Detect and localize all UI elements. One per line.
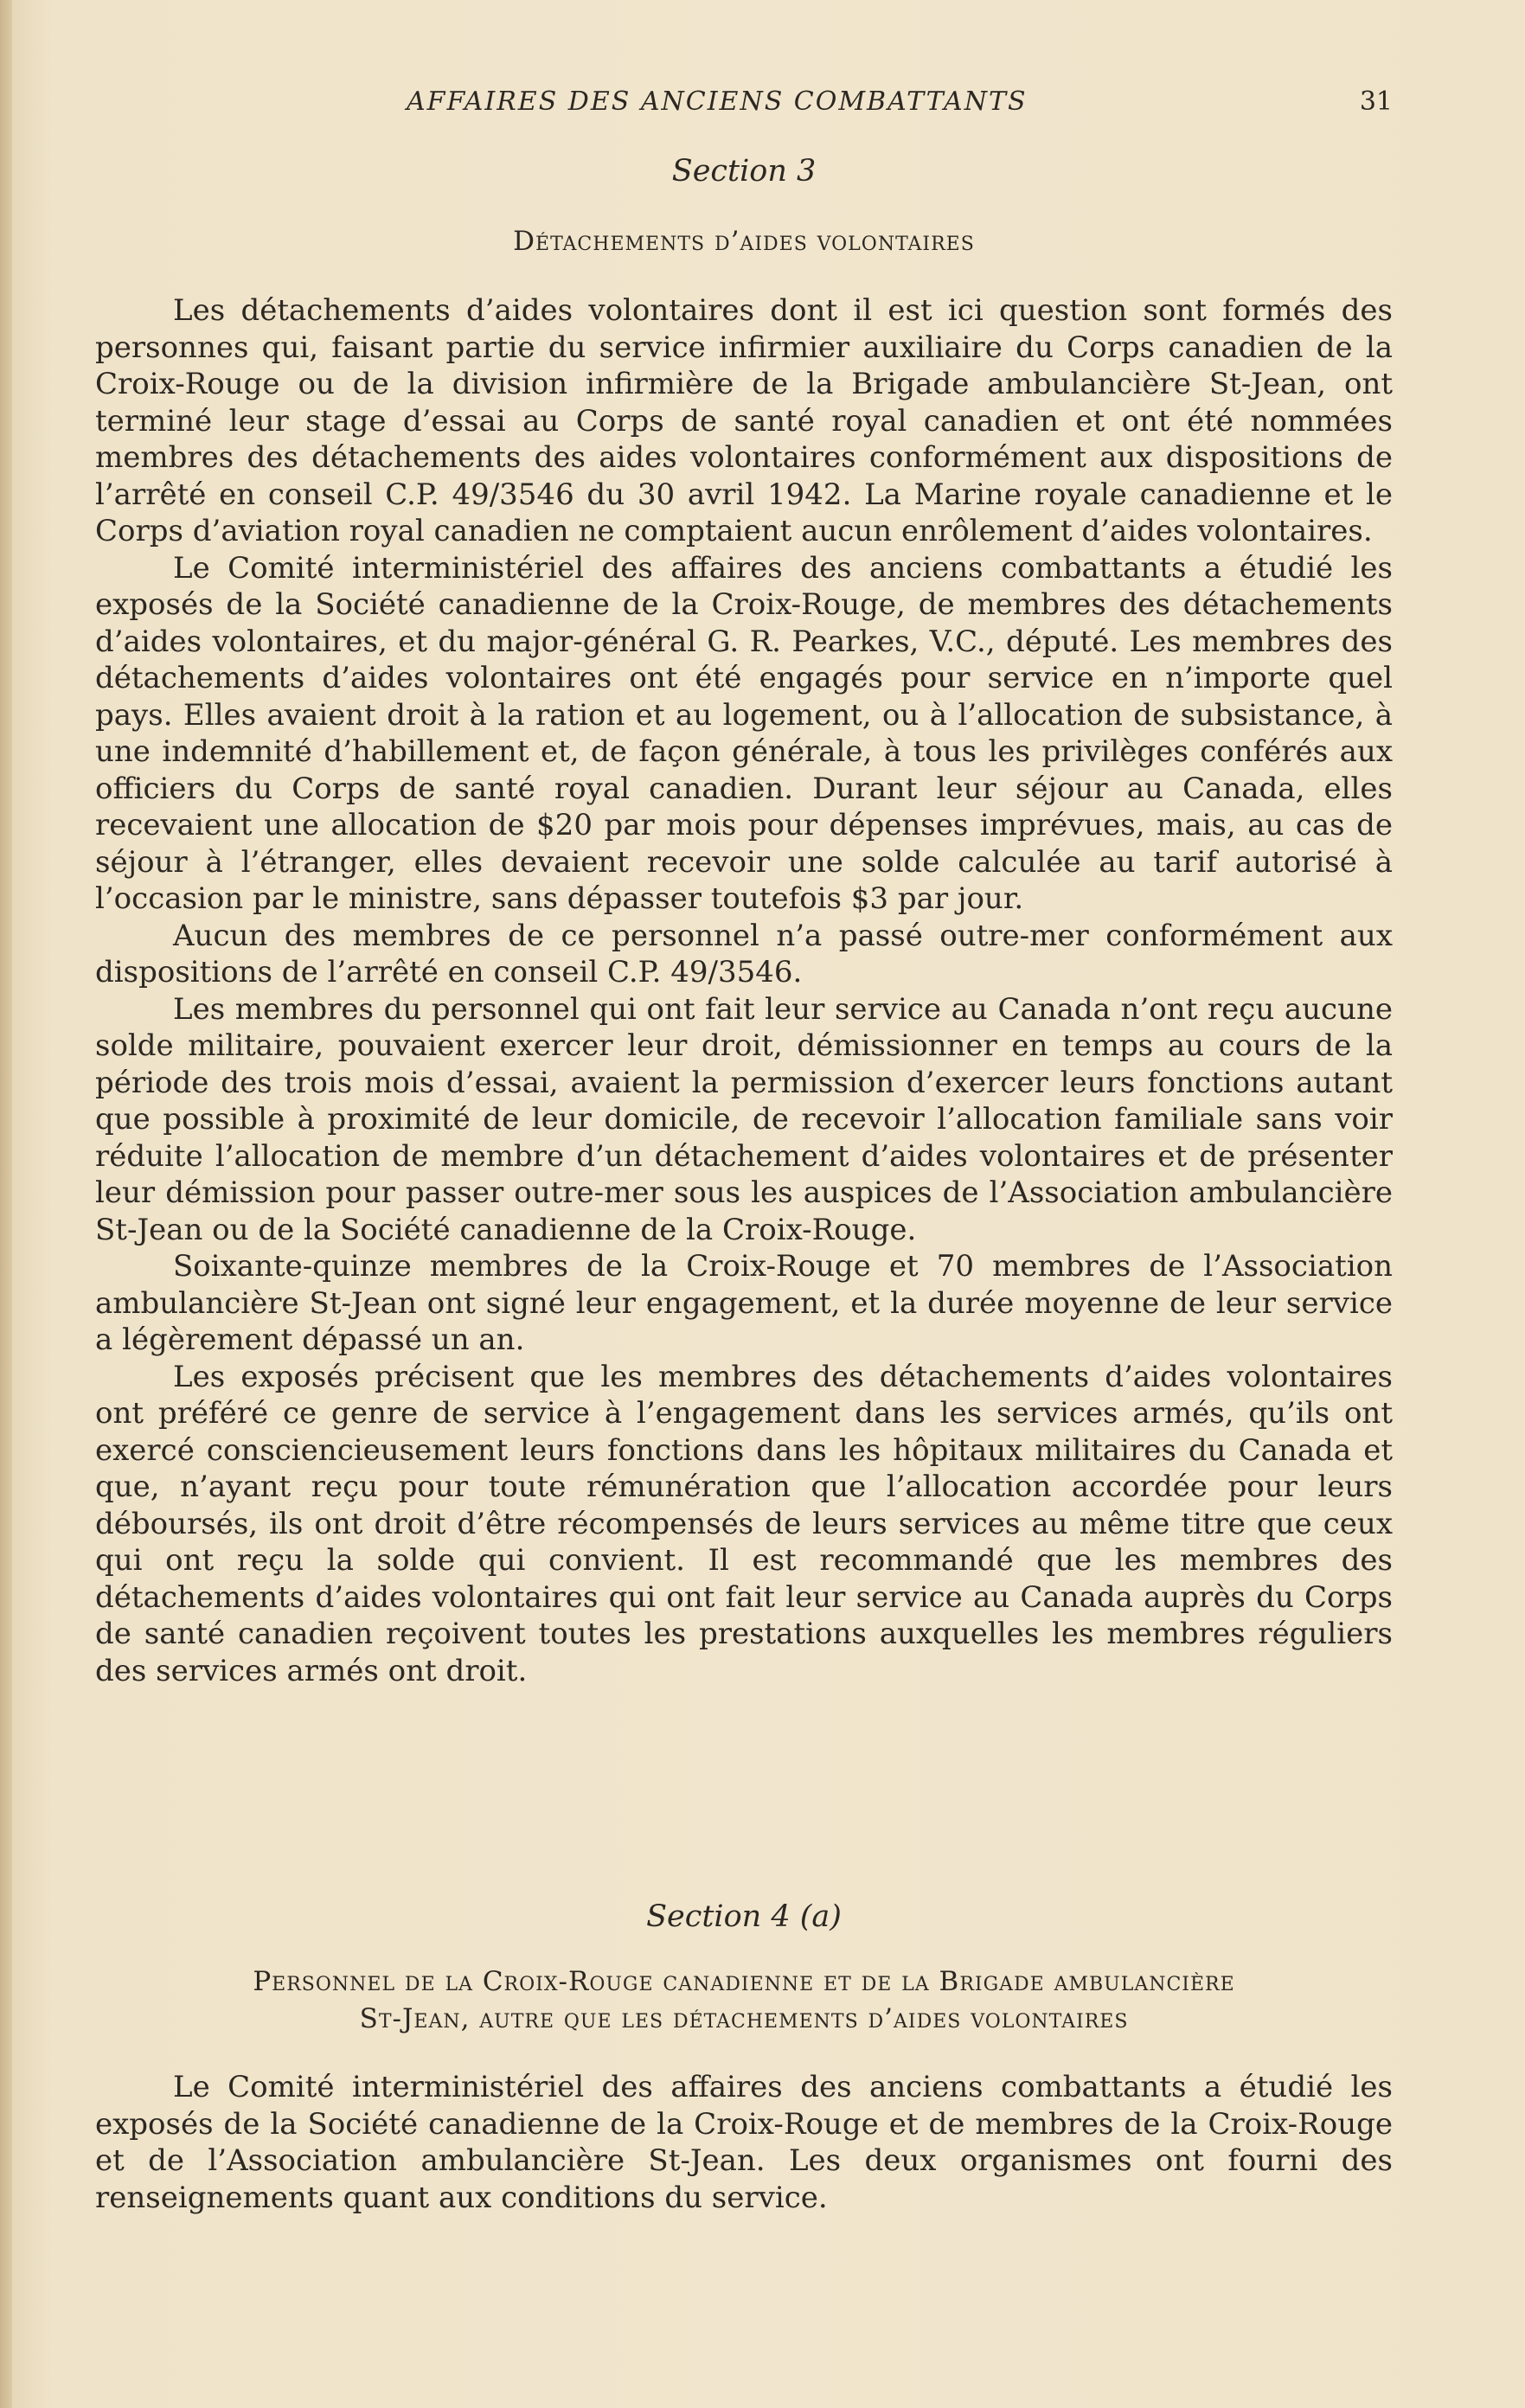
paragraph: Le Comité interministériel des affaires des anciens combattants a étudié les exposés de la Société canadienne de la Croix-Rouge, de membres des détachements d’aides volontaires, et du major-général G. R. Pearkes, V.C., député. Les membres des détachements d’aides volontaires ont été engagés pour service en n’importe quel pays. Elles avaient droit à la ration et au logement, ou à l’allocation de subsistance, à une indemnité d’habillement et, de façon générale, à tous les privilèges conférés aux officiers du Corps de santé royal canadien. Durant leur séjour au Canada, elles recevaient une allocation de $20 par mois pour dépenses imprévues, mais, au cas de séjour à l’étranger, elles devaient recevoir une solde calculée au tarif autorisé à l’occasion par le ministre, sans dépasser toutefois $3 par jour. bbox=[95, 550, 1393, 916]
page-header bbox=[95, 86, 1393, 125]
section-4a-heading-line2: St-Jean, autre que les détachements d’aides volontaires bbox=[359, 2003, 1129, 2034]
paragraph: Les détachements d’aides volontaires dont il est ici question sont formés des personnes qui, faisant partie du service infirmier auxiliaire du Corps canadien de la Croix-Rouge ou de la division infirmière de la Brigade ambulancière St-Jean, ont terminé leur stage d’essai au Corps de santé royal canadien et ont été nommées membres des détachements des aides volontaires conformément aux dispositions de l’arrêté en conseil C.P. 49/3546 du 30 avril 1942. La Marine royale canadienne et le Corps d’aviation royal canadien ne comptaient aucun enrôlement d’aides volontaires. bbox=[95, 293, 1393, 548]
section-3-heading: Détachements d’aides volontaires bbox=[513, 226, 975, 257]
section-3-title: Section 3 bbox=[671, 154, 817, 189]
paragraph: Le Comité interministériel des affaires des anciens combattants a étudié les exposés de la Société canadienne de la Croix-Rouge et de membres de la Croix-Rouge et de l’Association ambulancière St-Jean. Les deux organismes ont fourni des renseignements quant aux conditions du service. bbox=[95, 2070, 1393, 2215]
section-3-body bbox=[95, 292, 1393, 1689]
running-title: AFFAIRES DES ANCIENS COMBATTANTS bbox=[407, 86, 1028, 117]
page-number: 31 bbox=[1359, 86, 1393, 117]
paragraph: Les exposés précisent que les membres des détachements d’aides volontaires ont préféré ce genre de service à l’engagement dans les services armés, qu’ils ont exercé consciencieusement leurs fonctions dans les hôpitaux militaires du Canada et que, n’ayant reçu pour toute rémunération que l’allocation accordée pour leurs déboursés, ils ont droit d’être récompensés de leurs services au même titre que ceux qui ont reçu la solde qui convient. Il est recommandé que les membres des détachements d’aides volontaires qui ont fait leur service au Canada auprès du Corps de santé canadien reçoivent toutes les prestations auxquelles les membres réguliers des services armés ont droit. bbox=[95, 1359, 1393, 1688]
paragraph: Aucun des membres de ce personnel n’a passé outre-mer conformément aux dispositions de l’arrêté en conseil C.P. 49/3546. bbox=[95, 918, 1393, 989]
paragraph: Soixante-quinze membres de la Croix-Rouge et 70 membres de l’Association ambulancière St-Jean ont signé leur engagement, et la durée moyenne de leur service a légèrement dépassé un an. bbox=[95, 1249, 1393, 1357]
paragraph: Les membres du personnel qui ont fait leur service au Canada n’ont reçu aucune solde militaire, pouvaient exercer leur droit, démissionner en temps au cours de la période des trois mois d’essai, avaient la permission d’exercer leurs fonctions autant que possible à proximité de leur domicile, de recevoir l’allocation familiale sans voir réduite l’allocation de membre d’un détachement d’aides volontaires et de présenter leur démission pour passer outre-mer sous les auspices de l’Association ambulancière St-Jean ou de la Société canadienne de la Croix-Rouge. bbox=[95, 991, 1393, 1247]
section-4a-heading-line1: Personnel de la Croix-Rouge canadienne et de la Brigade ambulancière bbox=[253, 1966, 1235, 1997]
section-4a-body bbox=[95, 2069, 1393, 2216]
page-binding-edge bbox=[0, 0, 12, 2408]
section-4a-title: Section 4 (a) bbox=[646, 1899, 842, 1934]
